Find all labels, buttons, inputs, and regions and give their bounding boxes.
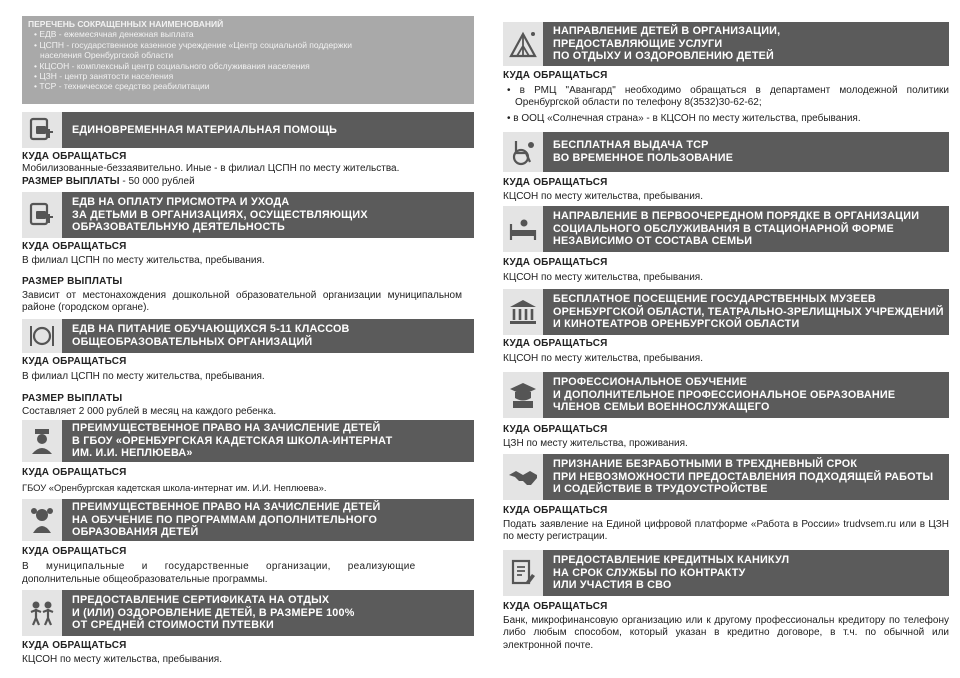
amount-line <box>22 176 474 188</box>
abbreviation-item: • ЕДВ - ежемесячная денежная выплата <box>34 29 194 40</box>
where-text: Подать заявление на Единой цифровой платформе «Работа в России» trudvsem.ru или в ЦЗН по месту регистрации. <box>503 519 949 543</box>
abbreviation-item: • ЦСПН - государственное казенное учреждение «Центр социальной поддержки <box>34 39 352 50</box>
section-header-children-camps <box>503 22 949 66</box>
where-label: КУДА ОБРАЩАТЬСЯ <box>22 546 127 557</box>
amount-label: РАЗМЕР ВЫПЛАТЫ <box>22 276 123 287</box>
section-header-additional-education <box>22 499 474 541</box>
section-header-credit-holidays <box>503 550 949 596</box>
section-header-professional-training <box>503 372 949 418</box>
where-text: Мобилизованные-беззаявительно. Иные - в филиал ЦСПН по месту жительства. <box>22 163 400 174</box>
children-icon <box>22 590 62 636</box>
section-header-museums <box>503 289 949 335</box>
museum-icon <box>503 289 543 335</box>
wheelchair-icon <box>503 132 543 172</box>
section-header-rehab-equipment <box>503 132 949 172</box>
document-icon <box>503 550 543 596</box>
section-header-meal-edv <box>22 319 474 353</box>
where-label: КУДА ОБРАЩАТЬСЯ <box>503 257 608 268</box>
payment-icon <box>22 192 62 238</box>
where-text: ГБОУ «Оренбургская кадетская школа-интернат им. И.И. Неплюева». <box>22 482 327 493</box>
where-label: КУДА ОБРАЩАТЬСЯ <box>22 467 127 478</box>
section-header-social-service <box>503 206 949 252</box>
where-text: В филиал ЦСПН по месту жительства, пребывания. <box>22 371 265 382</box>
graduation-icon <box>503 372 543 418</box>
where-text: КЦСОН по месту жительства, пребывания. <box>503 272 703 283</box>
amount-label: РАЗМЕР ВЫПЛАТЫ <box>22 393 123 404</box>
abbreviation-item: населения Оренбургской области <box>40 50 174 61</box>
where-label: КУДА ОБРАЩАТЬСЯ <box>503 177 608 188</box>
meal-icon <box>22 319 62 353</box>
section-title: ПРОФЕССИОНАЛЬНОЕ ОБУЧЕНИЕ И ДОПОЛНИТЕЛЬНОЕ ПРОФЕССИОНАЛЬНОЕ ОБРАЗОВАНИЕ ЧЛЕНОВ СЕМЬИ ВОЕННОСЛУЖАЩЕГО <box>553 376 896 414</box>
amount-value: - 50 000 рублей <box>119 176 195 187</box>
abbreviation-item: • КЦСОН - комплексный центр социального обслуживания населения <box>34 60 310 71</box>
where-label: КУДА ОБРАЩАТЬСЯ <box>22 356 127 367</box>
where-text: ЦЗН по месту жительства, проживания. <box>503 438 688 449</box>
abbreviation-item: • ЦЗН - центр занятости населения <box>34 71 174 82</box>
payment-icon <box>22 112 62 148</box>
section-title: ПРЕИМУЩЕСТВЕННОЕ ПРАВО НА ЗАЧИСЛЕНИЕ ДЕТЕЙ НА ОБУЧЕНИЕ ПО ПРОГРАММАМ ДОПОЛНИТЕЛЬНОГО ОБРАЗОВАНИЯ ДЕТЕЙ <box>72 501 381 539</box>
where-label: КУДА ОБРАЩАТЬСЯ <box>503 505 608 516</box>
section-header-cadet-school <box>22 420 474 462</box>
child-icon <box>22 499 62 541</box>
where-text: Банк, микрофинансовую организацию или к другому профессиональн кредитору по телефону либо любым способом, который указан в кредитно договоре, в т.ч. по обычной или электронной почте. <box>503 615 949 651</box>
where-text: КЦСОН по месту жительства, пребывания. <box>22 654 222 665</box>
section-title: НАПРАВЛЕНИЕ ДЕТЕЙ В ОРГАНИЗАЦИИ, ПРЕДОСТАВЛЯЮЩИЕ УСЛУГИ ПО ОТДЫХУ И ОЗДОРОВЛЕНИЮ ДЕТЕЙ <box>553 25 781 63</box>
section-title: ПРЕДОСТАВЛЕНИЕ КРЕДИТНЫХ КАНИКУЛ НА СРОК СЛУЖБЫ ПО КОНТРАКТУ ИЛИ УЧАСТИЯ В СВО <box>553 554 790 592</box>
where-text-line-1: В муниципальные и государственные организации, реализующие <box>22 561 416 572</box>
where-text: КЦСОН по месту жительства, пребывания. <box>503 191 703 202</box>
section-title: ПРИЗНАНИЕ БЕЗРАБОТНЫМИ В ТРЕХДНЕВНЫЙ СРОК ПРИ НЕВОЗМОЖНОСТИ ПРЕДОСТАВЛЕНИЯ ПОДХОДЯЩЕЙ РАБОТЫ И СОДЕЙСТВИЕ В ТРУДОУСТРОЙСТВЕ <box>553 458 934 496</box>
section-title: ЕДИНОВРЕМЕННАЯ МАТЕРИАЛЬНАЯ ПОМОЩЬ <box>72 123 338 136</box>
amount-text: Составляет 2 000 рублей в месяц на каждого ребенка. <box>22 406 277 417</box>
cadet-icon <box>22 420 62 462</box>
section-header-childcare-edv <box>22 192 474 238</box>
where-text: КЦСОН по месту жительства, пребывания. <box>503 353 703 364</box>
abbreviations-title: ПЕРЕЧЕНЬ СОКРАЩЕННЫХ НАИМЕНОВАНИЙ <box>28 19 224 29</box>
where-label: КУДА ОБРАЩАТЬСЯ <box>22 151 127 162</box>
where-item: • в ООЦ «Солнечная страна» - в КЦСОН по месту жительства, пребывания. <box>507 113 861 124</box>
abbreviations-box <box>22 16 474 104</box>
section-title: НАПРАВЛЕНИЕ В ПЕРВООЧЕРЕДНОМ ПОРЯДКЕ В ОРГАНИЗАЦИИ СОЦИАЛЬНОГО ОБСЛУЖИВАНИЯ В СТАЦИОНАРНОЙ ФОРМЕ НЕЗАВИСИМО ОТ СОСТАВА СЕМЬИ <box>553 210 920 248</box>
section-header-unemployment <box>503 454 949 500</box>
where-label: КУДА ОБРАЩАТЬСЯ <box>22 241 127 252</box>
section-title: ЕДВ НА ОПЛАТУ ПРИСМОТРА И УХОДА ЗА ДЕТЬМИ В ОРГАНИЗАЦИЯХ, ОСУЩЕСТВЛЯЮЩИХ ОБРАЗОВАТЕЛЬНУЮ ДЕЯТЕЛЬНОСТЬ <box>72 196 368 234</box>
section-title: ПРЕИМУЩЕСТВЕННОЕ ПРАВО НА ЗАЧИСЛЕНИЕ ДЕТЕЙ В ГБОУ «ОРЕНБУРГСКАЯ КАДЕТСКАЯ ШКОЛА-ИНТЕРНАТ ИМ. И.И. НЕПЛЮЕВА» <box>72 422 393 460</box>
section-title: ПРЕДОСТАВЛЕНИЕ СЕРТИФИКАТА НА ОТДЫХ И (ИЛИ) ОЗДОРОВЛЕНИЕ ДЕТЕЙ, В РАЗМЕРЕ 100% ОТ СРЕДНЕЙ СТОИМОСТИ ПУТЕВКИ <box>72 594 355 632</box>
bed-icon <box>503 206 543 252</box>
where-label: КУДА ОБРАЩАТЬСЯ <box>22 640 127 651</box>
where-label: КУДА ОБРАЩАТЬСЯ <box>503 70 608 81</box>
camp-icon <box>503 22 543 66</box>
amount-text: Зависит от местонахождения дошкольной образовательной организации муниципальном районе (городском органе). <box>22 290 462 314</box>
where-text: В филиал ЦСПН по месту жительства, пребывания. <box>22 255 265 266</box>
where-label: КУДА ОБРАЩАТЬСЯ <box>503 601 608 612</box>
section-title: ЕДВ НА ПИТАНИЕ ОБУЧАЮЩИХСЯ 5-11 КЛАССОВ ОБЩЕОБРАЗОВАТЕЛЬНЫХ ОРГАНИЗАЦИЙ <box>72 323 350 348</box>
abbreviation-item: • ТСР - техническое средство реабилитации <box>34 81 210 92</box>
section-title: БЕСПЛАТНОЕ ПОСЕЩЕНИЕ ГОСУДАРСТВЕННЫХ МУЗЕЕВ ОРЕНБУРГСКОЙ ОБЛАСТИ, ТЕАТРАЛЬНО-ЗРЕЛИЩНЫХ УЧРЕЖДЕНИЙ И КИНОТЕАТРОВ ОРЕНБУРГСКОЙ ОБЛАСТИ <box>553 293 944 331</box>
handshake-icon <box>503 454 543 500</box>
amount-label: РАЗМЕР ВЫПЛАТЫ <box>22 176 120 187</box>
where-item: • в РМЦ "Авангард" необходимо обращаться в департамент молодежной политики Оренбургской области по телефону 8(3532)30-62-62; <box>507 85 949 109</box>
where-text-line-2: дополнительные общеобразовательные программы. <box>22 574 268 585</box>
where-label: КУДА ОБРАЩАТЬСЯ <box>503 338 608 349</box>
section-header-lump-sum-aid <box>22 112 474 148</box>
where-label: КУДА ОБРАЩАТЬСЯ <box>503 424 608 435</box>
section-header-rest-certificate <box>22 590 474 636</box>
section-title: БЕСПЛАТНАЯ ВЫДАЧА ТСР ВО ВРЕМЕННОЕ ПОЛЬЗОВАНИЕ <box>553 139 734 164</box>
